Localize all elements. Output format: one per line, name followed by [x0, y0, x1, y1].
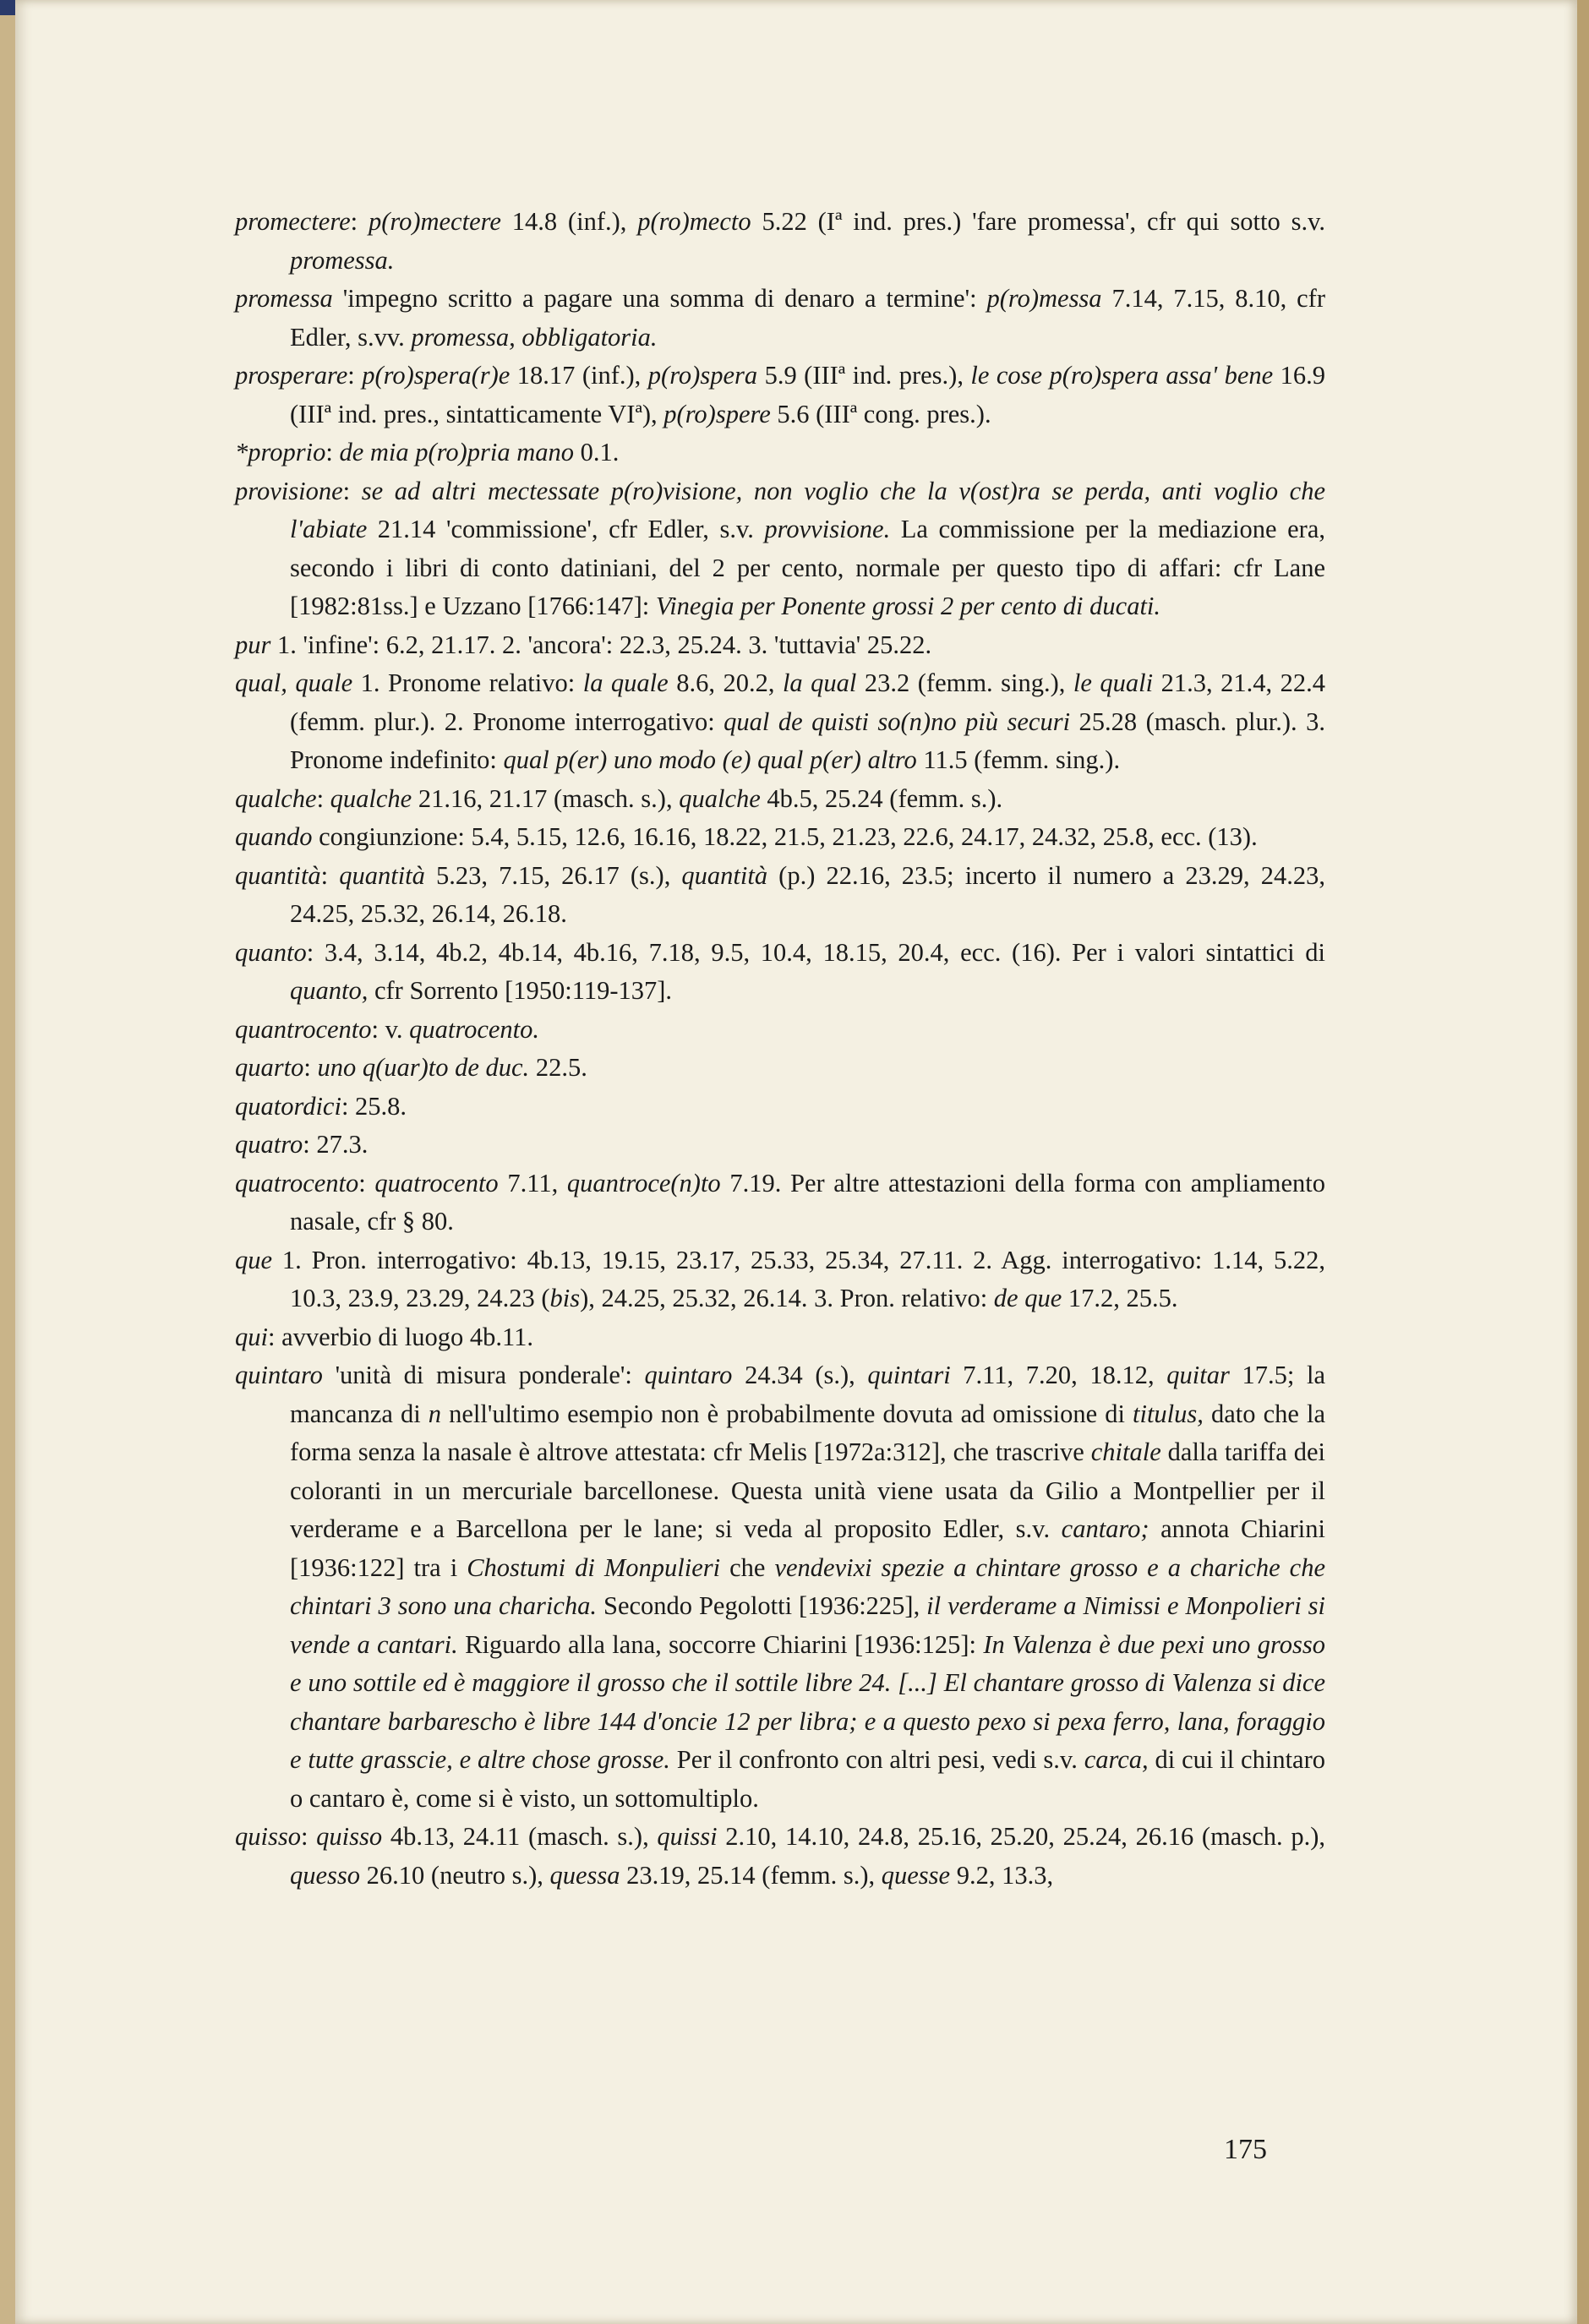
entry-text: : 3.4, 3.14, 4b.2, 4b.14, 4b.16, 7.18, 9.5, 10.4, 18.15, 20.4, ecc. (16). Per i valori sintattici di: [306, 937, 1325, 967]
book-page: [15, 0, 1577, 2324]
italic-citation: quitar: [1166, 1361, 1230, 1389]
italic-citation: quintaro: [644, 1361, 733, 1389]
entry-text: 9.2, 13.3,: [950, 1860, 1054, 1890]
entry-text: :: [316, 783, 330, 813]
italic-citation: quantità: [681, 860, 768, 890]
entry-text: ), 24.25, 25.32, 26.14. 3. Pron. relativo:: [580, 1284, 994, 1312]
italic-citation: quatrocento: [374, 1168, 499, 1197]
headword: que: [235, 1245, 273, 1274]
italic-citation: la qual: [782, 668, 857, 697]
italic-citation: quanto,: [290, 976, 369, 1005]
italic-citation: p(ro)mectere: [368, 207, 501, 236]
italic-citation: quatrocento.: [409, 1014, 540, 1044]
headword: quatrocento: [235, 1168, 359, 1197]
entry-text: 1. 'infine': 6.2, 21.17. 2. 'ancora': 22.3, 25.24. 3. 'tuttavia' 25.22.: [270, 630, 932, 659]
glossary-entry: [235, 1818, 1325, 1895]
entry-text: 'unità di misura ponderale':: [322, 1361, 645, 1389]
italic-citation: p(ro)spera(r)e: [362, 361, 511, 390]
entry-text: 21.3, 21.4, 22.4 (femm. plur.). 2. Pronome interrogativo:: [290, 668, 1325, 736]
headword: qual, quale: [235, 668, 353, 697]
headword: quatro: [235, 1130, 303, 1159]
entry-text: 0.1.: [574, 438, 620, 466]
entry-text: 23.19, 25.14 (femm. s.),: [620, 1860, 882, 1890]
italic-citation: le quali: [1073, 668, 1154, 697]
entry-text: 'impegno scritto a pagare una somma di denaro a termine':: [332, 284, 987, 313]
entry-text: 26.10 (neutro s.),: [360, 1860, 550, 1890]
italic-citation: chitale: [1090, 1437, 1161, 1466]
italic-citation: se ad altri mectessate p(ro)visione, non voglio che la v(ost)ra se perda, anti voglio che l'abiate: [290, 476, 1325, 543]
entry-text: annota Chiarini [1936:122] tra i: [290, 1514, 1325, 1582]
headword: pur: [235, 630, 271, 659]
entry-text: :: [342, 476, 362, 505]
entry-text: : v.: [371, 1014, 410, 1044]
entry-text: :: [325, 438, 340, 466]
glossary-entry: [235, 1356, 1325, 1818]
entry-text: 11.5 (femm. sing.).: [916, 745, 1121, 774]
entry-text: 17.2, 25.5.: [1062, 1284, 1178, 1312]
entry-text: dalla tariffa dei coloranti in un mercuriale barcellonese. Questa unità viene usata da Gilio a Montpellier per il verderame e a Barcellona per le lane; si veda al proposito Edler, s.v.: [290, 1437, 1325, 1543]
glossary-entry: [235, 203, 1325, 280]
entry-text: 17.5; la mancanza di: [290, 1361, 1325, 1428]
italic-citation: Vinegia per Ponente grossi 2 per cento di ducati.: [655, 592, 1161, 620]
italic-citation: qualche: [330, 783, 412, 813]
italic-citation: quintari: [867, 1361, 951, 1389]
glossary-entry: [235, 664, 1325, 780]
italic-citation: de que: [993, 1284, 1062, 1312]
glossary-entry: [235, 1088, 1325, 1127]
entry-text: : 27.3.: [303, 1130, 369, 1159]
glossary-entry: [235, 1318, 1325, 1357]
entry-text: 5.23, 7.15, 26.17 (s.),: [424, 860, 682, 890]
entry-text: cfr Sorrento [1950:119-137].: [368, 976, 673, 1005]
entry-text: 24.34 (s.),: [732, 1361, 868, 1389]
italic-citation: p(ro)spere: [663, 399, 771, 428]
headword: quantrocento: [235, 1014, 372, 1044]
entry-text: 8.6, 20.2,: [668, 668, 783, 697]
italic-citation: titulus,: [1133, 1399, 1204, 1428]
entry-text: : avverbio di luogo 4b.11.: [267, 1322, 533, 1351]
glossary-entry: [235, 1049, 1325, 1088]
entry-text: Secondo Pegolotti [1936:225],: [597, 1591, 927, 1620]
entry-text: 25.28 (masch. plur.). 3. Pronome indefinito:: [290, 706, 1325, 774]
entry-text: 21.16, 21.17 (masch. s.),: [412, 783, 680, 813]
italic-citation: carca,: [1084, 1745, 1149, 1774]
entry-text: 1. Pron. interrogativo: 4b.13, 19.15, 23.17, 25.33, 25.34, 27.11. 2. Agg. interrogativo: 1.14, 5.22, 10.3, 23.9, 23.29, 24.23 (: [272, 1245, 1325, 1312]
entry-text: :: [303, 1053, 318, 1082]
glossary-entry: [235, 1126, 1325, 1165]
italic-citation: uno q(uar)to de duc.: [317, 1053, 530, 1082]
italic-citation: de mia p(ro)pria mano: [339, 438, 575, 466]
headword: promectere: [235, 207, 351, 236]
italic-citation: provvisione.: [764, 515, 891, 543]
italic-citation: p(ro)spera: [647, 361, 758, 390]
entry-text: : 25.8.: [341, 1091, 407, 1121]
entry-text: Riguardo alla lana, soccorre Chiarini [1936:125]:: [457, 1629, 984, 1659]
italic-citation: quissi: [657, 1822, 718, 1851]
entry-text: che: [720, 1552, 775, 1582]
glossary-entry: [235, 626, 1325, 665]
italic-citation: n: [428, 1399, 442, 1428]
entry-text: 23.2 (femm. sing.),: [856, 668, 1073, 697]
glossary-entry: [235, 434, 1325, 472]
entry-text: 5.9 (IIIª ind. pres.),: [757, 361, 971, 390]
entry-text: :: [350, 207, 369, 236]
headword: qualche: [235, 783, 317, 813]
entry-text: 2.10, 14.10, 24.8, 25.16, 25.20, 25.24, 26.16 (masch. p.),: [717, 1822, 1325, 1851]
entry-text: :: [300, 1822, 317, 1851]
headword: quanto: [235, 937, 307, 967]
entry-text: 22.5.: [529, 1053, 587, 1082]
entry-text: nell'ultimo esempio non è probabilmente dovuta ad omissione di: [441, 1399, 1133, 1428]
glossary-entry: [235, 818, 1325, 857]
page-edge: [1577, 0, 1589, 2324]
entry-text: 14.8 (inf.),: [500, 207, 638, 236]
entry-text: di cui il chintaro o cantaro è, come si è visto, un sottomultiplo.: [290, 1745, 1325, 1813]
headword: prosperare: [235, 361, 348, 390]
entry-text: congiunzione: 5.4, 5.15, 12.6, 16.16, 18.22, 21.5, 21.23, 22.6, 24.17, 24.32, 25.8, ecc. (13).: [312, 822, 1258, 851]
entry-text: 5.22 (Iª ind. pres.) 'fare promessa', cfr qui sotto s.v.: [751, 207, 1325, 236]
italic-citation: quesse: [881, 1860, 951, 1890]
headword: *proprio: [235, 438, 326, 466]
glossary-entry: [235, 1165, 1325, 1241]
glossary-entry: [235, 857, 1325, 934]
italic-citation: vendevixi spezie a chintare grosso e a chariche che chintari 3 sono una charicha.: [290, 1552, 1325, 1620]
entry-text: La commissione per la mediazione era, secondo i libri di conto datiniani, del 2 per cento, normale per questo tipo di affari: cfr Lane [1982:81ss.] e Uzzano [1766:147]:: [290, 515, 1325, 620]
glossary-entry: [235, 934, 1325, 1011]
glossary-entry: [235, 472, 1325, 626]
entry-text: 7.11,: [498, 1168, 567, 1197]
italic-citation: il verderame a Nimissi e Monpolieri si vende a cantari.: [290, 1591, 1325, 1659]
entry-text: 7.11, 7.20, 18.12,: [950, 1361, 1167, 1389]
headword: promessa: [235, 284, 333, 313]
entry-text: 21.14 'commissione', cfr Edler, s.v.: [367, 515, 765, 543]
headword: quatordici: [235, 1091, 341, 1121]
headword: quando: [235, 822, 313, 851]
italic-citation: quisso: [316, 1822, 383, 1851]
entry-text: 7.19. Per altre attestazioni della forma con ampliamento nasale, cfr § 80.: [290, 1168, 1326, 1236]
italic-citation: bis: [549, 1284, 581, 1312]
italic-citation: In Valenza è due pexi uno grosso e uno sottile ed è maggiore il grosso che il sottile libre 24. [...] El chantare grosso di Valenza si dice chantare barbarescho è libre 144 d'oncie 12 per libra; e a questo pexo si pexa ferro, lana, foraggio e tutte grasscie, e altre chose grosse.: [290, 1629, 1325, 1774]
entry-text: Per il confronto con altri pesi, vedi s.v.: [669, 1745, 1084, 1774]
italic-citation: quantità: [339, 860, 425, 890]
headword: quisso: [235, 1822, 301, 1851]
italic-citation: quantroce(n)to: [566, 1168, 721, 1197]
headword: qui: [235, 1322, 268, 1351]
page-number: 175: [1224, 2134, 1267, 2165]
entry-text: 16.9 (IIIª ind. pres., sintatticamente VIª),: [290, 361, 1325, 428]
italic-citation: p(ro)mecto: [637, 207, 751, 236]
italic-citation: la quale: [582, 668, 669, 697]
entry-text: :: [358, 1168, 375, 1197]
italic-citation: quessa: [549, 1860, 620, 1890]
entry-text: 7.14, 7.15, 8.10, cfr Edler, s.vv.: [290, 284, 1326, 352]
headword: quintaro: [235, 1361, 323, 1389]
italic-citation: promessa.: [290, 245, 395, 275]
glossary-entry: [235, 1241, 1325, 1318]
italic-citation: qualche: [679, 783, 761, 813]
entry-text: dato che la forma senza la nasale è altrove attestata: cfr Melis [1972a:312], che trascrive: [290, 1399, 1325, 1466]
italic-citation: promessa, obbligatoria.: [411, 322, 658, 352]
italic-citation: quesso: [290, 1860, 361, 1890]
entry-text: 4b.5, 25.24 (femm. s.).: [760, 783, 1003, 813]
italic-citation: qual de quisti so(n)no più securi: [724, 706, 1071, 736]
headword: provisione: [235, 476, 343, 505]
entry-text: 4b.13, 24.11 (masch. s.),: [382, 1822, 658, 1851]
glossary-entry: [235, 780, 1325, 819]
entry-text: :: [347, 361, 363, 390]
italic-citation: p(ro)messa: [986, 284, 1102, 313]
italic-citation: le cose p(ro)spera assa' bene: [970, 361, 1274, 390]
entry-text: 5.6 (IIIª cong. pres.).: [770, 399, 991, 428]
entry-text: :: [320, 860, 340, 890]
entry-text: (p.) 22.16, 23.5; incerto il numero a 23.29, 24.23, 24.25, 25.32, 26.14, 26.18.: [290, 860, 1325, 928]
italic-citation: cantaro;: [1061, 1514, 1149, 1543]
entry-text: 18.17 (inf.),: [510, 361, 648, 390]
headword: quantità: [235, 860, 321, 890]
glossary-entry: [235, 1011, 1325, 1050]
headword: quarto: [235, 1053, 304, 1082]
entry-text: 1. Pronome relativo:: [352, 668, 583, 697]
glossary-entries: [235, 203, 1325, 1895]
glossary-entry: [235, 357, 1325, 434]
italic-citation: Chostumi di Monpulieri: [467, 1552, 721, 1582]
italic-citation: qual p(er) uno modo (e) qual p(er) altro: [503, 745, 917, 774]
glossary-entry: [235, 280, 1325, 357]
